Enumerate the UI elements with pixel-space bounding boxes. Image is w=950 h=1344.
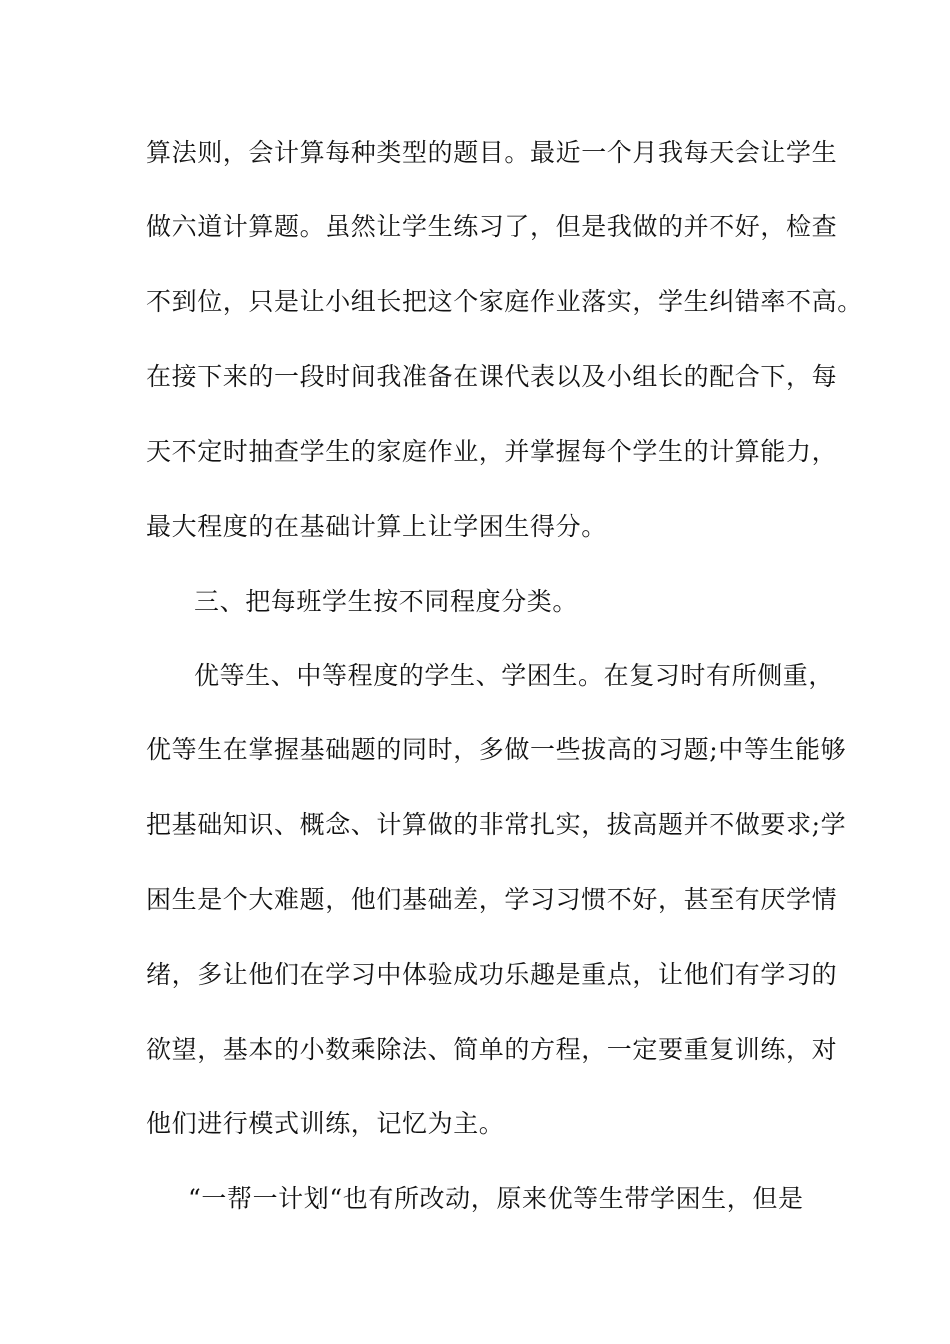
paragraph-line: 最大程度的在基础计算上让学困生得分。 bbox=[146, 512, 607, 541]
paragraph-line: 把基础知识、概念、计算做的非常扎实，拔高题并不做要求;学 bbox=[146, 810, 847, 839]
paragraph-line: 在接下来的一段时间我准备在课代表以及小组长的配合下，每 bbox=[146, 362, 838, 391]
paragraph-line: 他们进行模式训练，记忆为主。 bbox=[146, 1109, 505, 1138]
paragraph-line: 做六道计算题。虽然让学生练习了，但是我做的并不好，检查 bbox=[146, 212, 838, 241]
paragraph-line: 欲望，基本的小数乘除法、简单的方程，一定要重复训练，对 bbox=[146, 1035, 838, 1064]
paragraph-line: 不到位，只是让小组长把这个家庭作业落实，学生纠错率不高。 bbox=[146, 287, 863, 316]
paragraph-line: 算法则，会计算每种类型的题目。最近一个月我每天会让学生 bbox=[146, 138, 838, 167]
paragraph-line: 绪，多让他们在学习中体验成功乐趣是重点，让他们有学习的 bbox=[146, 960, 838, 989]
paragraph-line: 天不定时抽查学生的家庭作业，并掌握每个学生的计算能力， bbox=[146, 437, 838, 466]
paragraph-line: 优等生在掌握基础题的同时，多做一些拔高的习题;中等生能够 bbox=[146, 735, 847, 764]
paragraph-line: 优等生、中等程度的学生、学困生。在复习时有所侧重， bbox=[194, 661, 835, 690]
paragraph-line: “一帮一计划“也有所改动，原来优等生带学困生，但是 bbox=[188, 1184, 804, 1213]
section-heading: 三、把每班学生按不同程度分类。 bbox=[194, 587, 579, 616]
paragraph-line: 困生是个大难题，他们基础差，学习习惯不好，甚至有厌学情 bbox=[146, 885, 838, 914]
